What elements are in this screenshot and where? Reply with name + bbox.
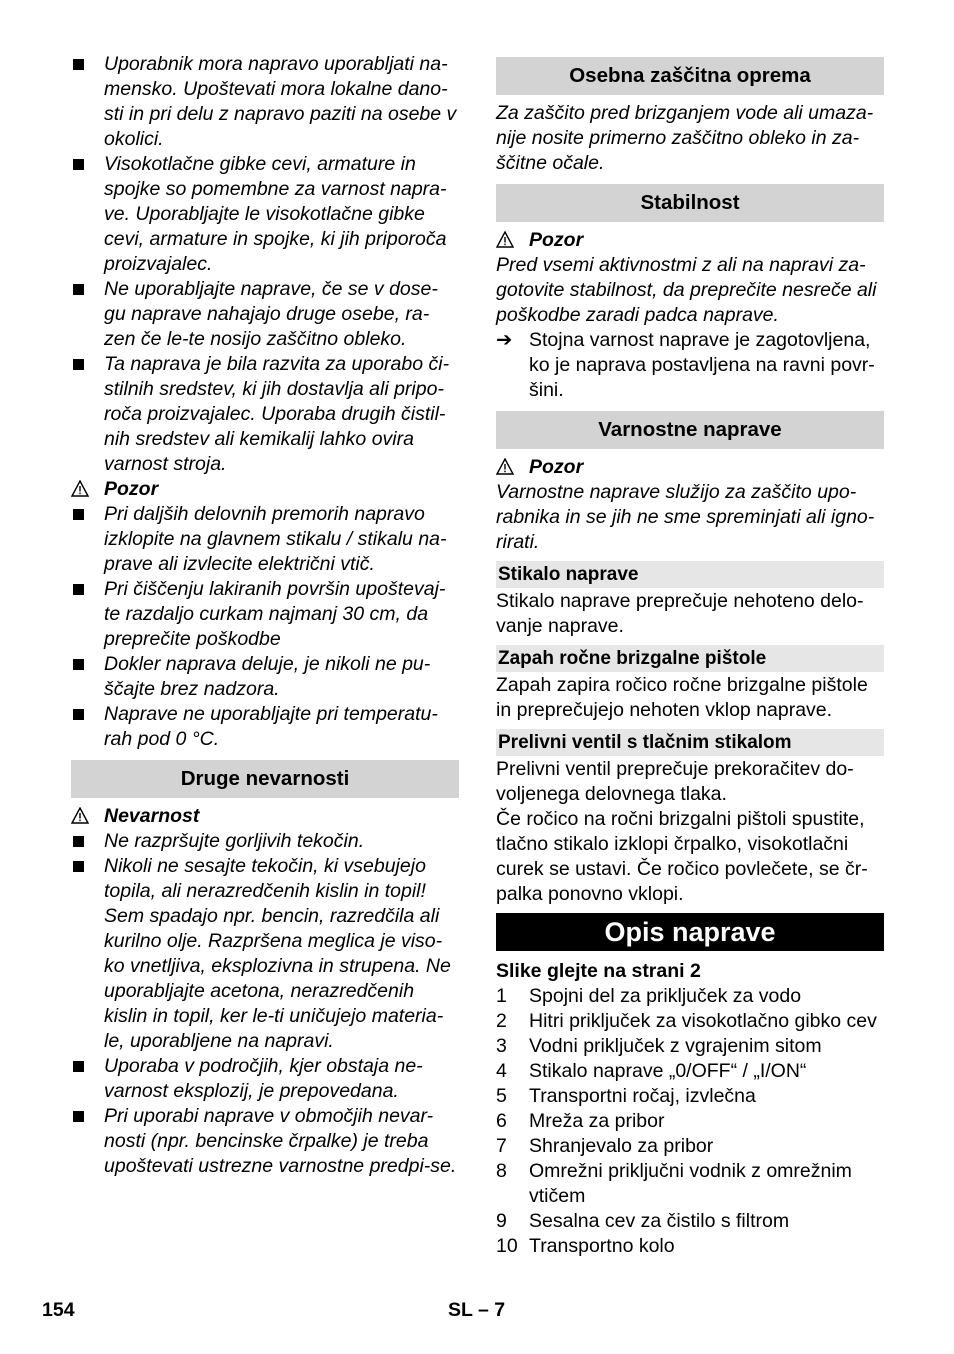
list-number: 9 xyxy=(496,1210,507,1232)
danger-text: Nevarnost xyxy=(104,805,200,827)
list-item xyxy=(496,1134,884,1159)
section-heading-druge-nevarnosti: Druge nevarnosti xyxy=(71,760,459,798)
list-text: Transportno kolo xyxy=(529,1235,675,1257)
arrow-right-icon: ➔ xyxy=(496,329,513,351)
list-item xyxy=(496,1109,884,1134)
list-text: Hitri priključek za visokotlačno gibko cev xyxy=(529,1010,877,1032)
list-item xyxy=(496,1034,884,1059)
list-text: Shranjevalo za pribor xyxy=(529,1135,714,1157)
bullet-item: Pri čiščenju lakiranih površin upoštevaj-te razdaljo curkam najmanj 30 cm, da preprečite poškodbe xyxy=(71,577,459,652)
list-number: 10 xyxy=(496,1235,518,1257)
list-number: 1 xyxy=(496,985,507,1007)
list-text: Vodni priključek z vgrajenim sitom xyxy=(529,1035,822,1057)
warning-triangle-icon xyxy=(71,477,104,502)
list-text: Transportni ročaj, izvlečna xyxy=(529,1085,756,1107)
section-heading-varnostne: Varnostne naprave xyxy=(496,411,884,449)
paragraph: Zapah zapira ročico ročne brizgalne pištole in preprečujejo nehoten vklop naprave. xyxy=(496,674,868,721)
list-text: Sesalna cev za čistilo s filtrom xyxy=(529,1210,790,1232)
list-number: 6 xyxy=(496,1110,507,1132)
warning-triangle-icon xyxy=(496,455,529,480)
list-item xyxy=(496,1009,884,1034)
language-page-label: SL – 7 xyxy=(448,1299,506,1321)
section-heading-stabilnost: Stabilnost xyxy=(496,184,884,222)
bullet-item: Dokler naprava deluje, je nikoli ne pu-ščajte brez nadzora. xyxy=(71,652,459,702)
paragraph: Prelivni ventil preprečuje prekoračitev do-voljenega delovnega tlaka. xyxy=(496,758,854,805)
bullet-item: Naprave ne uporabljajte pri temperatu-rah pod 0 °C. xyxy=(71,702,459,752)
list-text: Spojni del za priključek za vodo xyxy=(529,985,802,1007)
bullet-item: Uporabnik mora napravo uporabljati na-mensko. Upoštevati mora lokalne dano-sti in pri delu z napravo paziti na osebe v okolici. xyxy=(71,52,459,152)
list-number: 3 xyxy=(496,1035,507,1057)
warning-label xyxy=(496,228,884,253)
paragraph: Če ročico na ročni brizgalni pištoli spustite, tlačno stikalo izklopi črpalko, visokotlačni curek se ustavi. Če ročico povlečete, se čr-palka ponovno vklopi. xyxy=(496,808,868,905)
list-number: 2 xyxy=(496,1010,507,1032)
arrow-item xyxy=(496,328,884,403)
warning-label xyxy=(496,455,884,480)
paragraph: Pred vsemi aktivnostmi z ali na napravi za-gotovite stabilnost, da preprečite nesreče ali poškodbe zaradi padca naprave. xyxy=(496,254,877,326)
bullet-item: Pri daljših delovnih premorih napravo izklopite na glavnem stikalu / stikalu na-prave ali izvlecite električni vtič. xyxy=(71,502,459,577)
bullet-item: Nikoli ne sesajte tekočin, ki vsebujejo topila, ali nerazredčenih kislin in topil! Sem spadajo npr. bencin, razredčila ali kurilno olje. Razpršena meglica je viso-ko vnetljiva, eksplozivna in strupena. Ne uporabljajte acetona, nerazredčenih kislin in topil, ker le-ti uničujejo materia-le, uporabljene na napravi. xyxy=(71,854,459,1054)
warning-triangle-icon xyxy=(496,228,529,253)
list-text: Omrežni priključni vodnik z omrežnim vtičem xyxy=(529,1160,852,1207)
warning-text: Pozor xyxy=(529,229,584,251)
bullet-item: Uporaba v področjih, kjer obstaja ne-varnost eksplozij, je prepovedana. xyxy=(71,1054,459,1104)
arrow-item-text: Stojna varnost naprave je zagotovljena, ko je naprava postavljena na ravni povr-šini. xyxy=(529,329,875,401)
list-number: 5 xyxy=(496,1085,507,1107)
list-item xyxy=(496,1159,884,1209)
section-heading-osebna: Osebna zaščitna oprema xyxy=(496,57,884,95)
left-column xyxy=(71,52,459,1179)
list-item xyxy=(496,1059,884,1084)
warning-label xyxy=(71,477,459,502)
list-number: 4 xyxy=(496,1060,507,1082)
list-text: Mreža za pribor xyxy=(529,1110,665,1132)
page-number: 154 xyxy=(42,1299,75,1321)
subheading-prelivni: Prelivni ventil s tlačnim stikalom xyxy=(496,729,884,756)
list-text: Stikalo naprave „0/OFF“ / „I/ON“ xyxy=(529,1060,807,1082)
paragraph: Stikalo naprave preprečuje nehoteno delo-vanje naprave. xyxy=(496,590,864,637)
right-column xyxy=(496,52,884,1259)
warning-triangle-icon xyxy=(71,804,104,829)
danger-label xyxy=(71,804,459,829)
warning-text: Pozor xyxy=(104,478,159,500)
bullet-item: Pri uporabi naprave v območjih nevar-nosti (npr. bencinske črpalke) je treba upoštevati ustrezne varnostne predpi-se. xyxy=(71,1104,459,1179)
bullet-item: Visokotlačne gibke cevi, armature in spojke so pomembne za varnost napra-ve. Uporabljajte le visokotlačne gibke cevi, armature in spojke, ki jih priporoča proizvajalec. xyxy=(71,152,459,277)
list-item xyxy=(496,1209,884,1234)
subheading-zapah: Zapah ročne brizgalne pištole xyxy=(496,645,884,672)
figure-reference: Slike glejte na strani 2 xyxy=(496,960,701,982)
chapter-heading-opis: Opis naprave xyxy=(496,913,884,951)
subheading-stikalo: Stikalo naprave xyxy=(496,561,884,588)
list-item xyxy=(496,984,884,1009)
list-number: 7 xyxy=(496,1135,507,1157)
list-item xyxy=(496,1084,884,1109)
list-number: 8 xyxy=(496,1160,507,1182)
bullet-item: Ta naprava je bila razvita za uporabo či-stilnih sredstev, ki jih dostavlja ali pripo-roča proizvajalec. Uporaba drugih čistil-nih sredstev ali kemikalij lahko ovira varnost stroja. xyxy=(71,352,459,477)
paragraph: Varnostne naprave služijo za zaščito upo-rabnika in se jih ne sme spreminjati ali igno-rirati. xyxy=(496,481,875,553)
bullet-item: Ne razpršujte gorljivih tekočin. xyxy=(71,829,459,854)
bullet-item: Ne uporabljajte naprave, če se v dose-gu naprave nahajajo druge osebe, ra-zen če le-te nosijo zaščitno obleko. xyxy=(71,277,459,352)
list-item xyxy=(496,1234,884,1259)
paragraph: Za zaščito pred brizganjem vode ali umaza-nije nosite primerno zaščitno obleko in za-ščitne očale. xyxy=(496,102,874,174)
warning-text: Pozor xyxy=(529,456,584,478)
